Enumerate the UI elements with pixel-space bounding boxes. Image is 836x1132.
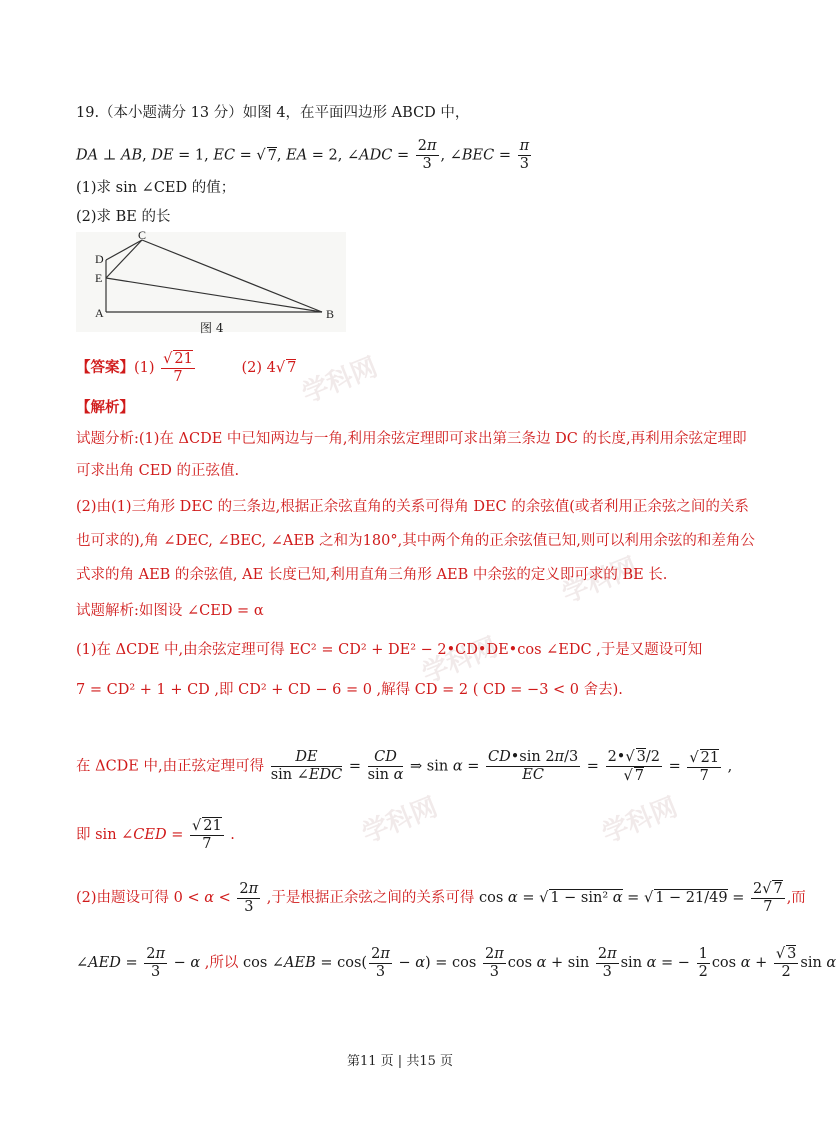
analysis-label: 【解析】 [76, 399, 134, 416]
question-header: 19.（本小题满分 13 分）如图 4，在平面四边形 ABCD 中， [76, 105, 470, 121]
analysis-line-9: 在 ΔCDE 中,由正弦定理可得 $\frac{DE}{\text{sin ∠EDC}}$ = $\frac{CD}{\text{sin α}}$ ⇒ sin α = $\frac{CD•\sin 2\pi/3}{EC}$ = $\frac{2•√ 3/2}{√ 7}$ = $\frac{√ 21}{7}$ , [76, 749, 733, 784]
analysis-line-11: (2)由题设可得 0 < α < $\frac{2\pi}{3}$ ,于是根据正余弦之间的关系可得 cos α = √ 1 − sin² α = √ 1 − 21/49 = $\frac{2√ 7}{7}$ ,而 [76, 880, 806, 915]
question-part2: (2)求 BE 的长 [76, 209, 171, 225]
analysis-line-12: ∠AED = $\frac{2\pi}{3}$ − α ,所以 cos ∠AEB = cos( $\frac{2\pi}{3}$ − α) = cos $\frac{2\pi}{3}$ cos α + sin $\frac{2\pi}{3}$ sin α = − $\frac{1}{2}$ cos α + $\frac{√ 3}{2}$ sin α [76, 945, 836, 980]
watermark: 学科网 [418, 632, 502, 690]
question-part1: (1)求 sin ∠CED 的值； [76, 180, 236, 196]
page-footer: 第11 页 | 共15 页 [347, 1054, 453, 1069]
sine-law-text: 在 ΔCDE 中,由正弦定理可得 [76, 758, 265, 775]
analysis-line-7: (1)在 ΔCDE 中,由余弦定理可得 EC² = CD² + DE² − 2•CD•DE•cos ∠EDC ,于是又题设可知 [76, 642, 703, 658]
analysis-line-6: 试题解析:如图设 ∠CED = α [76, 603, 264, 619]
watermark: 学科网 [298, 352, 382, 410]
geometry-figure [76, 228, 346, 332]
question-conditions: DA ⊥ AB, DE = 1, EC = √ 7, EA = 2, ∠ADC = $\frac{2\pi}{3}$ , ∠BEC = $\frac{\pi}{3}$ [76, 138, 530, 172]
analysis-line-8: 7 = CD² + 1 + CD ,即 CD² + CD − 6 = 0 ,解得 CD = 2 ( CD = −3 < 0 舍去). [76, 682, 623, 698]
analysis-line-2: 可求出角 CED 的正弦值. [76, 463, 240, 479]
analysis-line-4: 也可求的),角 ∠DEC, ∠BEC, ∠AEB 之和为180°,其中两个角的正余弦值已知,则可以利用余弦的和差角公 [76, 533, 755, 549]
analysis-line-10: 即 sin ∠CED = $\frac{√ 21}{7}$ . [76, 818, 235, 852]
analysis-line-1: 试题分析:(1)在 ΔCDE 中已知两边与一角,利用余弦定理即可求出第三条边 DC 的长度,再利用余弦定理即 [76, 431, 747, 447]
watermark: 学科网 [558, 552, 642, 610]
watermark: 学科网 [598, 792, 682, 850]
watermark: 学科网 [358, 792, 442, 850]
analysis-line-3: (2)由(1)三角形 DEC 的三条边,根据正余弦直角的关系可得角 DEC 的余弦值(或者利用正余弦之间的关系 [76, 499, 749, 515]
point-label-c: C [138, 228, 147, 242]
point-label-a: A [95, 306, 104, 320]
point-label-b: B [326, 307, 335, 321]
analysis-line-5: 式求的角 AEB 的余弦值, AE 长度已知,利用直角三角形 AEB 中余弦的定义即可求的 BE 长. [76, 567, 668, 583]
answer-label: 【答案】 [76, 359, 134, 376]
figure-caption: 图 4 [200, 321, 224, 335]
answer-line: 【答案】(1) $\frac{√ 21}{7}$ (2) 4√ 7 [76, 351, 297, 385]
point-label-e: E [95, 271, 103, 285]
point-label-d: D [95, 252, 104, 266]
